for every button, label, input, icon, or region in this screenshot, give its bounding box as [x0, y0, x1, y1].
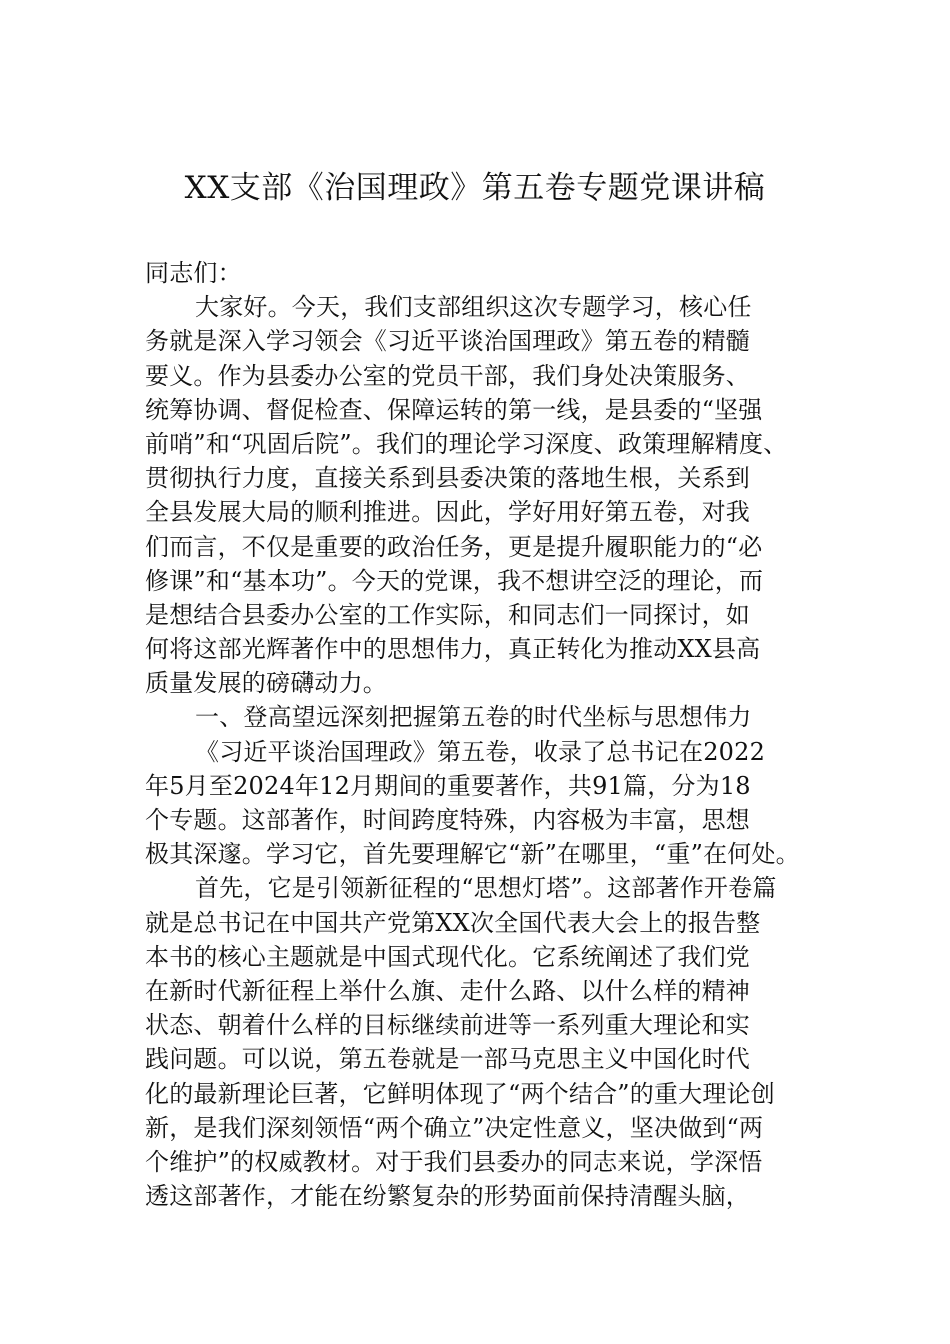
salutation-line: 同志们： — [145, 259, 242, 287]
document-body — [145, 256, 845, 1213]
body-line: 个维护”的权威教材。对于我们县委办的同志来说，学深悟 — [145, 1147, 763, 1176]
body-line: 何将这部光辉著作中的思想伟力，真正转化为推动XX县高 — [145, 635, 761, 664]
body-line: 践问题。可以说，第五卷就是一部马克思主义中国化时代 — [145, 1045, 750, 1074]
body-line: 质量发展的磅礴动力。 — [145, 669, 387, 698]
body-line: 在新时代新征程上举什么旗、走什么路、以什么样的精神 — [145, 976, 750, 1005]
body-line: 化的最新理论巨著，它鲜明体现了“两个结合”的重大理论创 — [145, 1079, 775, 1108]
body-line: 贯彻执行力度，直接关系到县委决策的落地生根，关系到 — [145, 464, 750, 493]
body-line: 年5月至2024年12月期间的重要著作，共91篇，分为18 — [145, 771, 751, 800]
body-line: 务就是深入学习领会《习近平谈治国理政》第五卷的精髓 — [145, 327, 750, 356]
body-line: 状态、朝着什么样的目标继续前进等一系列重大理论和实 — [145, 1011, 750, 1040]
body-line: 统筹协调、督促检查、保障运转的第一线，是县委的“坚强 — [145, 395, 763, 424]
body-line: 全县发展大局的顺利推进。因此，学好用好第五卷，对我 — [145, 498, 750, 527]
body-line: 本书的核心主题就是中国式现代化。它系统阐述了我们党 — [145, 942, 750, 971]
body-line: 新，是我们深刻领悟“两个确立”决定性意义，坚决做到“两 — [145, 1113, 764, 1142]
body-line: 个专题。这部著作，时间跨度特殊，内容极为丰富，思想 — [145, 806, 750, 834]
body-line: 修课”和“基本功”。今天的党课，我不想讲空泛的理论，而 — [145, 566, 764, 595]
body-line: 是想结合县委办公室的工作实际，和同志们一同探讨，如 — [145, 600, 750, 629]
body-line: 要义。作为县委办公室的党员干部，我们身处决策服务、 — [145, 361, 750, 390]
section-heading: 一、登高望远深刻把握第五卷的时代坐标与思想伟力 — [195, 703, 752, 732]
body-line: 《习近平谈治国理政》第五卷，收录了总书记在2022 — [195, 737, 766, 766]
body-line: 首先，它是引领新征程的“思想灯塔”。这部著作开卷篇 — [195, 874, 777, 903]
body-line: 们而言，不仅是重要的政治任务，更是提升履职能力的“必 — [145, 532, 763, 561]
body-line: 大家好。今天，我们支部组织这次专题学习，核心任 — [195, 293, 752, 322]
document-title: XX支部《治国理政》第五卷专题党课讲稿 — [184, 170, 766, 206]
body-line: 透这部著作，才能在纷繁复杂的形势面前保持清醒头脑， — [145, 1182, 750, 1211]
body-line: 极其深邃。学习它，首先要理解它“新”在哪里，“重”在何处。 — [145, 840, 800, 869]
body-line: 前哨”和“巩固后院”。我们的理论学习深度、政策理解精度、 — [145, 429, 788, 458]
body-line: 就是总书记在中国共产党第XX次全国代表大会上的报告整 — [145, 908, 761, 937]
